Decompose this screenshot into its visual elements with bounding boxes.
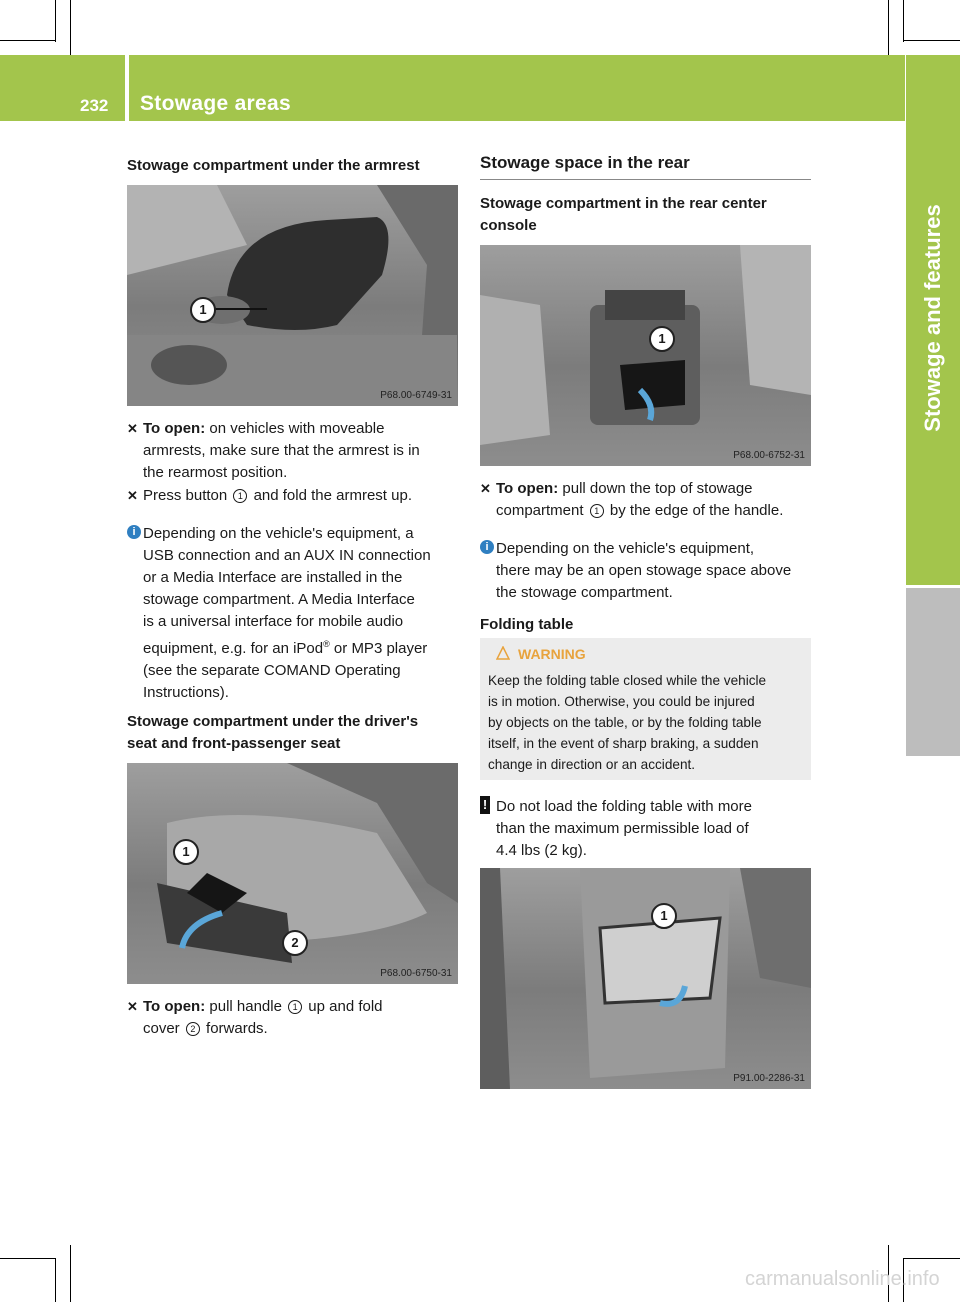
callout-1: 1 [651,903,677,929]
folding-table-photo [480,868,811,1089]
image-code: P68.00-6749-31 [380,390,452,401]
seat-step-open: ✕ To open: pull handle 1 up and fold cover 2 forwards. [127,998,383,1037]
caution-icon: ! [480,796,490,814]
step-arrow-icon: ✕ [127,999,138,1014]
armrest-step-open: ✕ To open: on vehicles with moveable armrests, make sure that the armrest is in the rearmost position. [127,420,420,481]
ref-1-icon: 1 [288,1000,302,1014]
console-heading: Stowage compartment in the rear center console [480,195,767,234]
crop-mark [888,0,889,55]
armrest-heading: Stowage compartment under the armrest [127,157,420,174]
page-number: 232 [80,96,109,115]
crop-mark [55,1258,56,1302]
armrest-illustration [127,185,458,406]
info-icon: i [127,525,141,539]
crop-mark [903,1258,960,1259]
callout-1: 1 [649,326,675,352]
console-photo [480,245,811,466]
crop-mark [70,0,71,55]
armrest-info: i Depending on the vehicle's equipment, a USB connection and an AUX IN connection or a Media Interface are installed in the stowage compartment. A Media Interface is a universal interface for mobile audio equipment, e.g. for an iPod® or MP3 player (see the separate COMAND Operating Instructions). [143,523,463,704]
warning-text: Keep the folding table closed while the vehicle is in motion. Otherwise, you could be injured by objects on the table, or by the folding table itself, in the event of sharp braking, a sudden change in direction or an accident. [488,673,767,772]
header-divider [125,55,129,121]
image-code: P68.00-6750-31 [380,968,452,979]
ref-1-icon: 1 [590,504,604,518]
image-code: P68.00-6752-31 [733,450,805,461]
header-bar [0,55,905,121]
crop-mark [0,1258,55,1259]
step-arrow-icon: ✕ [127,421,138,436]
callout-2: 2 [282,930,308,956]
rear-section-heading: Stowage space in the rear [480,153,690,172]
crop-mark [0,40,55,41]
crop-mark [903,40,960,41]
folding-table-heading: Folding table [480,616,574,633]
ref-2-icon: 2 [186,1022,200,1036]
info-icon: i [480,540,494,554]
console-info: i Depending on the vehicle's equipment, there may be an open stowage space above the stowage compartment. [496,538,816,604]
callout-1: 1 [190,297,216,323]
armrest-photo [127,185,458,406]
section-title: Stowage areas [140,92,291,115]
crop-mark [55,0,56,42]
step-arrow-icon: ✕ [127,488,138,503]
crop-mark [70,1245,71,1302]
armrest-step-press: ✕ Press button 1 and fold the armrest up. [143,485,463,507]
callout-1: 1 [173,839,199,865]
watermark: carmanualsonline.info [745,1268,940,1290]
seat-heading: Stowage compartment under the driver's seat and front-passenger seat [127,713,419,752]
warning-icon [496,646,510,665]
section-rule [480,179,811,180]
folding-table-illustration [480,868,811,1089]
seat-photo [127,763,458,984]
side-tab-block [906,586,960,756]
side-tab-label: Stowage and features [920,204,945,432]
step-arrow-icon: ✕ [480,481,491,496]
crop-mark [903,0,904,42]
console-illustration [480,245,811,466]
console-step-open: ✕ To open: pull down the top of stowage compartment 1 by the edge of the handle. [480,480,784,519]
image-code: P91.00-2286-31 [733,1073,805,1084]
side-tab-divider [906,586,960,588]
warning-title: WARNING [518,646,586,662]
folding-table-note: ! Do not load the folding table with more than the maximum permissible load of 4.4 lbs (2 kg). [496,796,816,862]
ref-1-icon: 1 [233,489,247,503]
